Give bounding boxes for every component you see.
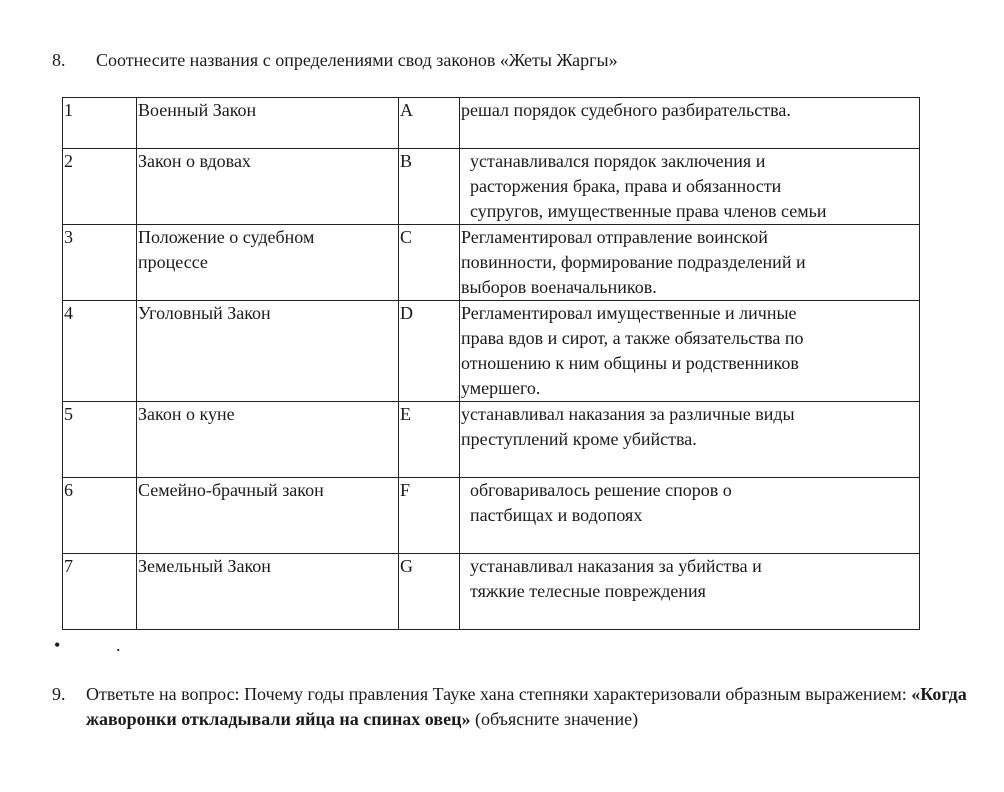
definition-letter: B	[399, 149, 460, 225]
row-number: 6	[63, 478, 137, 554]
table-row	[63, 301, 920, 402]
question-8	[52, 48, 618, 72]
row-number: 2	[63, 149, 137, 225]
definition-letter: E	[399, 402, 460, 478]
bullet-item	[54, 634, 121, 656]
law-name: Земельный Закон	[137, 554, 399, 630]
law-definition: устанавливал наказания за различные виды преступлений кроме убийства.	[460, 402, 920, 478]
definition-letter: C	[399, 225, 460, 301]
row-number: 5	[63, 402, 137, 478]
row-number: 7	[63, 554, 137, 630]
question-9-number: 9.	[52, 684, 66, 704]
table-row	[63, 478, 920, 554]
law-name: Уголовный Закон	[137, 301, 399, 402]
row-number: 3	[63, 225, 137, 301]
law-definition: устанавливал наказания за убийства и тяжкие телесные повреждения	[460, 554, 920, 630]
question-9-bold-phrase: «Когда жаворонки откладывали яйца на спинах овец»	[86, 684, 967, 729]
table-row	[63, 225, 920, 301]
bullet-text: .	[116, 635, 121, 655]
law-definition: Регламентировал отправление воинской повинности, формирование подразделений и выборов военачальников.	[460, 225, 920, 301]
law-name: Военный Закон	[137, 98, 399, 149]
law-definition: Регламентировал имущественные и личные права вдов и сирот, а также обязательства по отношению к ним общины и родственников умершего.	[460, 301, 920, 402]
law-name: Закон о куне	[137, 402, 399, 478]
question-9-suffix: (объясните значение)	[470, 709, 639, 729]
row-number: 1	[63, 98, 137, 149]
question-9-body	[86, 682, 982, 732]
definition-letter: D	[399, 301, 460, 402]
law-definition: устанавливался порядок заключения и расторжения брака, права и обязанности супругов, имущественные права членов семьи	[460, 149, 920, 225]
question-8-text: Соотнесите названия с определениями свод законов «Жеты Жаргы»	[96, 50, 618, 70]
definition-letter: A	[399, 98, 460, 149]
table-row	[63, 149, 920, 225]
law-name: Положение о судебном процессе	[137, 225, 399, 301]
question-9	[52, 682, 982, 732]
matching-table	[62, 97, 920, 630]
question-8-number: 8.	[52, 50, 66, 70]
definition-letter: F	[399, 478, 460, 554]
bullet-symbol: •	[54, 635, 61, 655]
law-name: Семейно-брачный закон	[137, 478, 399, 554]
law-definition: обговаривалось решение споров о пастбищах и водопоях	[460, 478, 920, 554]
law-definition: решал порядок судебного разбирательства.	[460, 98, 920, 149]
law-name: Закон о вдовах	[137, 149, 399, 225]
definition-letter: G	[399, 554, 460, 630]
table-row	[63, 402, 920, 478]
question-9-prefix: Ответьте на вопрос: Почему годы правления Тауке хана степняки характеризовали образным выражением:	[86, 684, 912, 704]
table-row	[63, 98, 920, 149]
table-row	[63, 554, 920, 630]
row-number: 4	[63, 301, 137, 402]
